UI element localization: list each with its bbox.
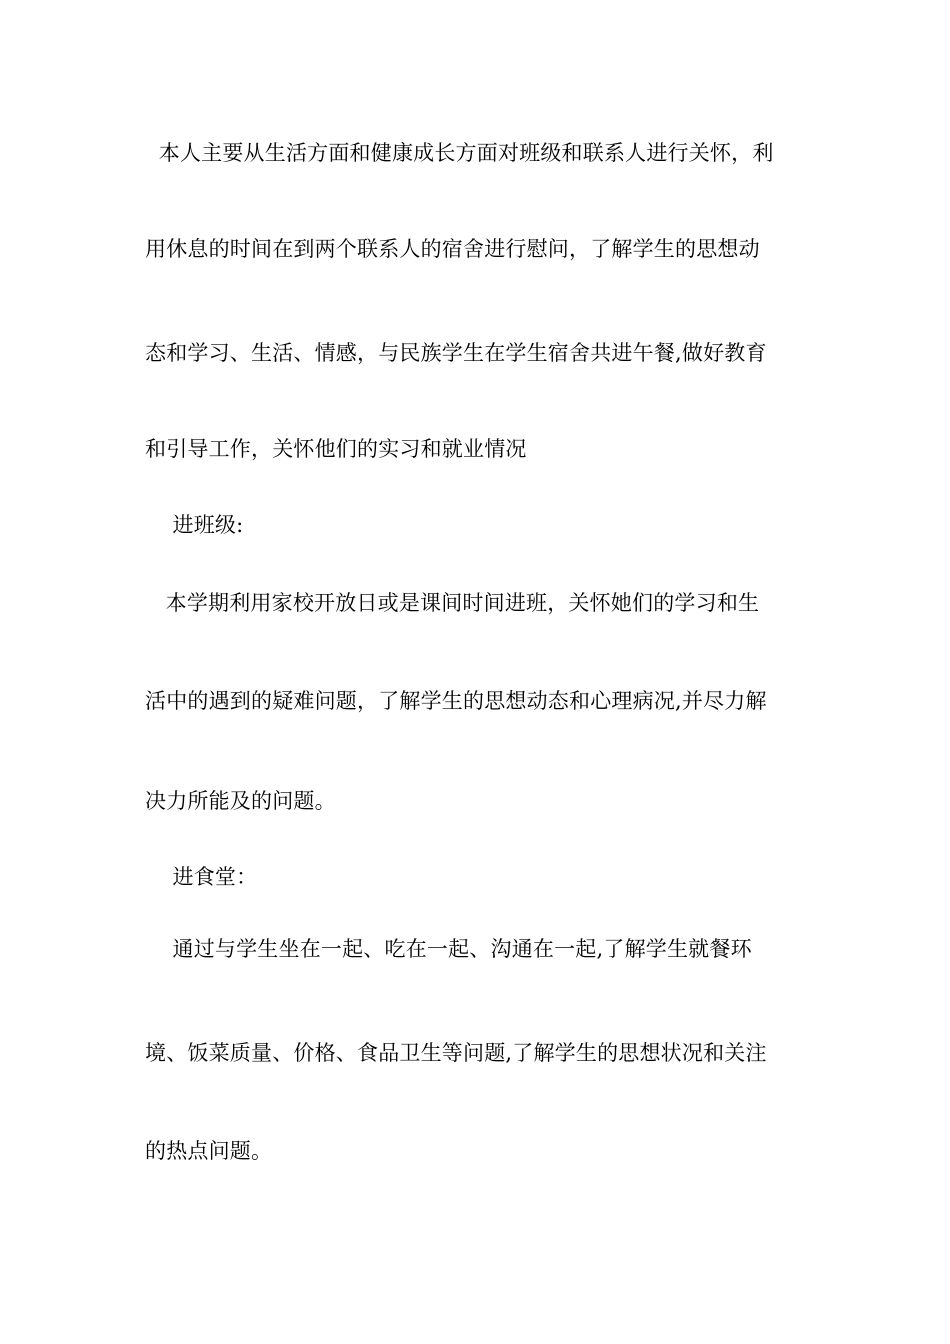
paragraph-1-line-2: 用休息的时间在到两个联系人的宿舍进行慰问，了解学生的思想动 bbox=[145, 237, 760, 261]
heading-jin-banji: 进班级: bbox=[145, 513, 244, 537]
paragraph-3-line-2: 境、饭菜质量、价格、食品卫生等问题,了解学生的思想状况和关注 bbox=[145, 1041, 767, 1065]
paragraph-3-line-1: 通过与学生坐在一起、吃在一起、沟通在一起,了解学生就餐环 bbox=[145, 937, 752, 961]
paragraph-1-line-4: 和引导工作，关怀他们的实习和就业情况 bbox=[145, 437, 527, 461]
paragraph-1-line-3: 态和学习、生活、情感，与民族学生在学生宿舍共进午餐,做好教育 bbox=[145, 341, 767, 365]
paragraph-2-line-3: 决力所能及的问题。 bbox=[145, 789, 336, 813]
paragraph-2-line-1: 本学期利用家校开放日或是课间时间进班，关怀她们的学习和生 bbox=[145, 591, 760, 615]
paragraph-3-line-3: 的热点问题。 bbox=[145, 1139, 273, 1163]
heading-jin-shitang: 进食堂： bbox=[145, 865, 258, 889]
paragraph-2-line-2: 活中的遇到的疑难问题，了解学生的思想动态和心理病况,并尽力解 bbox=[145, 689, 767, 713]
paragraph-1-line-1: 本人主要从生活方面和健康成长方面对班级和联系人进行关怀，利 bbox=[145, 141, 774, 165]
